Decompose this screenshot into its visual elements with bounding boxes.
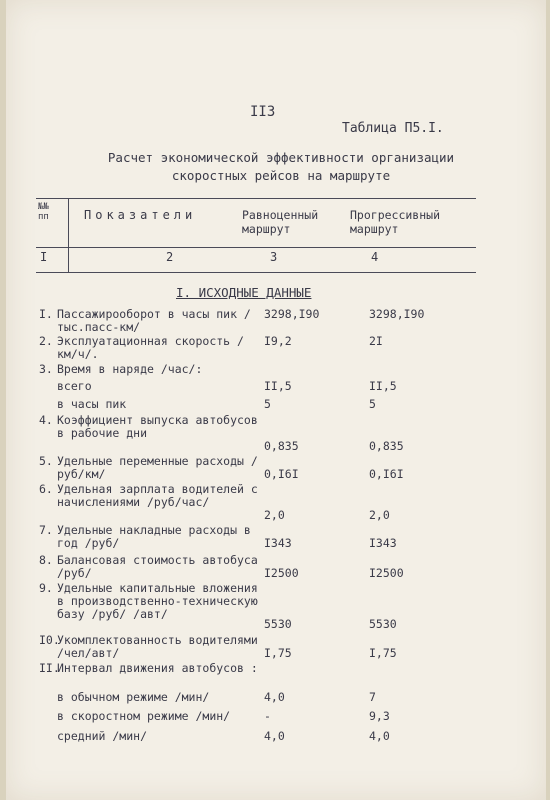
- value-progressive: 0,I6I: [369, 467, 404, 481]
- value-equivalent: 5530: [264, 617, 292, 631]
- row-label: средний /мин/: [57, 729, 148, 743]
- value-equivalent: -: [264, 709, 271, 723]
- row-label: Время в наряде /час/:: [57, 362, 203, 376]
- row-label: Удельные накладные расходы в год /руб/: [57, 523, 251, 550]
- table-title-line-2: скоростных рейсов на маршруте: [171, 168, 391, 183]
- column-number-rule: [36, 272, 476, 273]
- row-number: 7.: [39, 523, 53, 537]
- table-title-line-1: Расчет экономической эффективности организации: [107, 150, 455, 165]
- value-equivalent: I343: [264, 536, 292, 550]
- value-progressive: I2500: [369, 566, 404, 580]
- value-progressive: I,75: [369, 646, 397, 660]
- row-number: 3.: [39, 362, 53, 376]
- value-progressive: 2,0: [369, 508, 390, 522]
- header-progressive-route: Прогрессивный маршрут: [350, 208, 441, 236]
- header-row-number: №№ пп: [38, 202, 49, 222]
- value-equivalent: 4,0: [264, 729, 285, 743]
- column-number: I: [40, 250, 48, 264]
- value-progressive: I343: [369, 536, 397, 550]
- value-progressive: 4,0: [369, 729, 390, 743]
- value-equivalent: I9,2: [264, 334, 292, 348]
- page-number: II3: [250, 104, 276, 120]
- value-equivalent: 4,0: [264, 690, 285, 704]
- value-progressive: 2I: [369, 334, 383, 348]
- header-column-divider: [68, 198, 69, 272]
- value-equivalent: 0,I6I: [264, 467, 299, 481]
- table-id: Таблица П5.I.: [342, 121, 444, 136]
- value-progressive: 9,3: [369, 709, 390, 723]
- row-number: 5.: [39, 454, 53, 468]
- row-label: Удельные капитальные вложения в производственно-техническую базу /руб/ /авт/: [57, 581, 258, 621]
- row-label: в обычном режиме /мин/: [57, 690, 210, 704]
- row-number: I0.: [39, 633, 60, 647]
- value-equivalent: 2,0: [264, 508, 285, 522]
- header-equivalent-route: Равноценный маршрут: [242, 208, 319, 236]
- row-number: I.: [39, 307, 53, 321]
- value-progressive: 0,835: [369, 439, 404, 453]
- value-progressive: II,5: [369, 379, 397, 393]
- section-title: I. ИСХОДНЫЕ ДАННЫЕ: [176, 285, 312, 300]
- value-equivalent: 0,835: [264, 439, 299, 453]
- row-number: 9.: [39, 581, 53, 595]
- value-progressive: 3298,I90: [369, 307, 425, 321]
- value-progressive: 5: [369, 397, 376, 411]
- column-number: 4: [371, 250, 379, 264]
- row-number: 2.: [39, 334, 53, 348]
- value-equivalent: 3298,I90: [264, 307, 320, 321]
- row-number: II.: [39, 661, 60, 675]
- value-equivalent: I2500: [264, 566, 299, 580]
- column-number: 2: [166, 250, 174, 264]
- row-number: 4.: [39, 413, 53, 427]
- row-label: в скоростном режиме /мин/: [57, 709, 231, 723]
- row-label: всего: [57, 379, 92, 393]
- row-label: Коэффициент выпуска автобусов в рабочие дни: [57, 413, 258, 440]
- header-bottom-rule: [36, 247, 476, 248]
- row-number: 6.: [39, 482, 53, 496]
- row-label: в часы пик: [57, 397, 127, 411]
- value-equivalent: I,75: [264, 646, 292, 660]
- value-progressive: 5530: [369, 617, 397, 631]
- row-label: Интервал движения автобусов :: [57, 661, 258, 675]
- row-number: 8.: [39, 553, 53, 567]
- value-equivalent: II,5: [264, 379, 292, 393]
- document-page: [6, 0, 546, 800]
- table-top-rule: [36, 198, 476, 199]
- column-number: 3: [270, 250, 278, 264]
- value-equivalent: 5: [264, 397, 271, 411]
- row-label: Балансовая стоимость автобуса /руб/: [57, 553, 258, 580]
- row-label: Удельная зарплата водителей с начислениями /руб/час/: [57, 482, 258, 509]
- header-indicators: Показатели: [84, 208, 197, 222]
- row-label: Удельные переменные расходы /руб/км/: [57, 454, 258, 481]
- row-label: Эксплуатационная скорость /км/ч/.: [57, 334, 244, 361]
- value-progressive: 7: [369, 690, 376, 704]
- row-label: Пассажирооборот в часы пик /тыс.пасс-км/: [57, 307, 251, 334]
- row-label: Укомплектованность водителями /чел/авт/: [57, 633, 258, 660]
